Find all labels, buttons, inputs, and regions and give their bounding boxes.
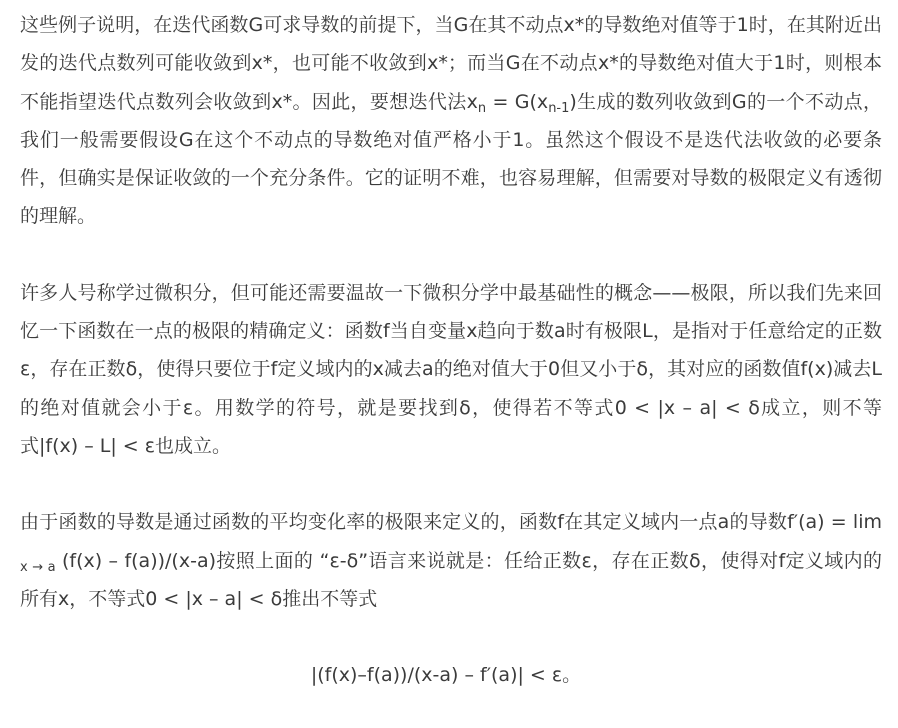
article-body [20,6,882,694]
paragraph-derivative-definition [20,503,882,618]
paragraph-spacer [20,465,882,503]
paragraph-iteration-convergence [20,6,882,236]
paragraph-text: = G(x [486,90,549,113]
subscript-n-minus-1: n-1 [548,100,570,116]
paragraph-text: 由于函数的导数是通过函数的平均变化率的极限来定义的，函数f在其定义域内一点a的导数f′(a) = lim [20,511,882,534]
epsilon-inequality-formula: |(f(x)–f(a))/(x-a) – f′(a)| < ε。 [310,664,582,687]
paragraph-text: (f(x) – f(a))/(x-a)按照上面的 “ε-δ”语言来说就是：任给正数ε，存在正数δ，使得对f定义域内的所有x，不等式0 < |x – a| < δ推出不等式 [20,549,882,610]
paragraph-spacer [20,236,882,274]
paragraph-text: 这些例子说明，在迭代函数G可求导数的前提下，当G在其不动点x*的导数绝对值等于1时，在其附近出发的迭代点数列可能收敛到x*，也可能不收敛到x*；而当G在不动点x*的导数绝对值大于1时，则根本不能指望迭代点数列会收敛到x*。因此，要想迭代法x [20,14,882,113]
subscript-x-to-a: x → a [20,559,56,575]
paragraph-limit-definition: 许多人号称学过微积分，但可能还需要温故一下微积分学中最基础性的概念——极限，所以我们先来回忆一下函数在一点的极限的精确定义：函数f当自变量x趋向于数a时有极限L，是指对于任意给定的正数ε，存在正数δ，使得只要位于f定义域内的x减去a的绝对值大于0但又小于δ，其对应的函数值f(x)减去L的绝对值就会小于ε。用数学的符号，就是要找到δ，使得若不等式0 < |x – a| < δ成立，则不等式|f(x) – L| < ε也成立。 [20,281,882,457]
subscript-n: n [477,100,487,116]
paragraph-text: )生成的数列收敛到G的一个不动点，我们一般需要假设G在这个不动点的导数绝对值严格小于1。虽然这个假设不是迭代法收敛的必要条件，但确实是保证收敛的一个充分条件。它的证明不难，也容易理解，但需要对导数的极限定义有透彻的理解。 [20,90,882,228]
paragraph-spacer [20,618,882,656]
